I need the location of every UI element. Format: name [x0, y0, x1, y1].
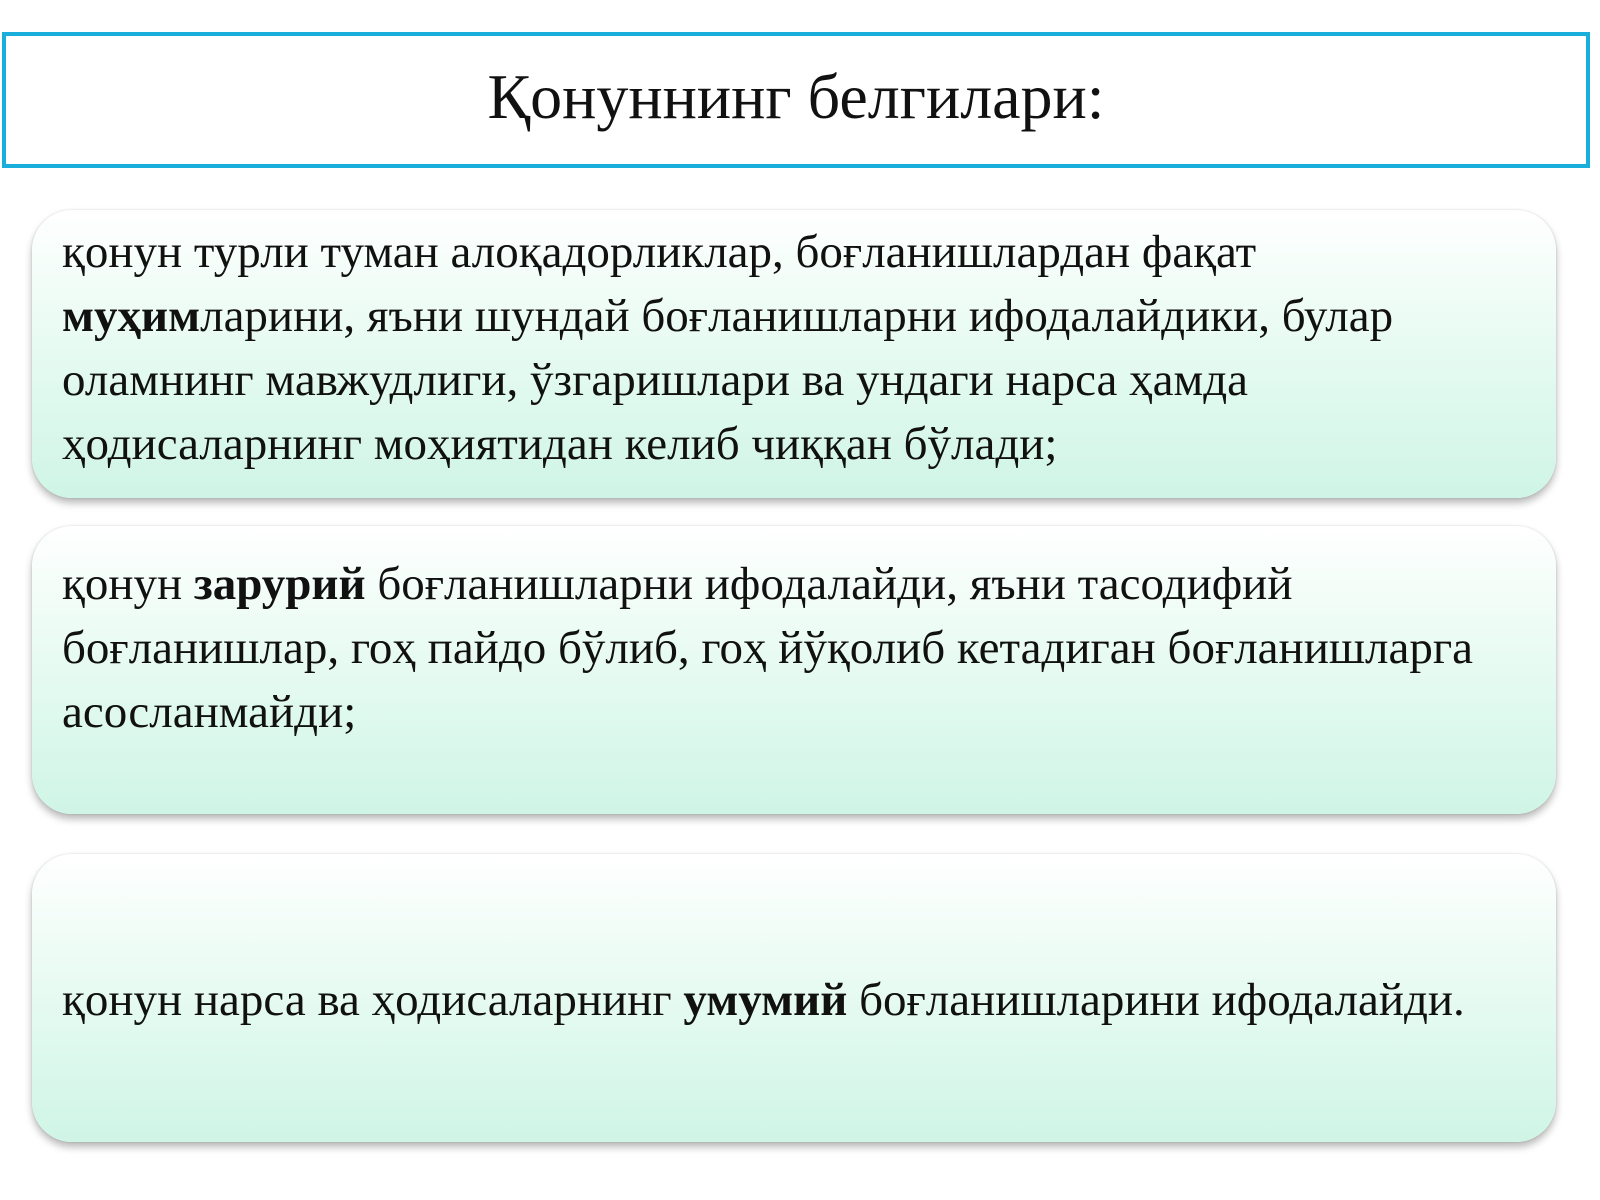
slide-title: Қонуннинг белгилари:	[487, 61, 1105, 132]
card-text	[62, 968, 1465, 1032]
card-keyword: умумий	[683, 974, 848, 1026]
card-text-after: боғланишларини ифодалайди.	[847, 974, 1465, 1026]
card-keyword: муҳим	[62, 290, 201, 342]
card-keyword: зарурий	[193, 558, 366, 610]
card-text	[62, 552, 1516, 744]
feature-card-2	[32, 526, 1556, 814]
card-text-before: қонун	[62, 558, 194, 610]
title-box	[2, 32, 1590, 168]
card-text-before: қонун турли туман алоқадорликлар, боғланишлардан фақат	[62, 226, 1257, 278]
feature-card-1	[32, 210, 1556, 498]
card-text	[62, 220, 1516, 476]
card-text-after: ларини, яъни шундай боғланишларни ифодалайдики, булар оламнинг мавжудлиги, ўзгаришлари ва ундаги нарса ҳамда ҳодисаларнинг моҳиятидан келиб чиққан бўлади;	[62, 290, 1394, 470]
card-text-after: боғланишларни ифодалайди, яъни тасодифий боғланишлар, гоҳ пайдо бўлиб, гоҳ йўқолиб кетадиган боғланишларга асосланмайди;	[62, 558, 1473, 738]
feature-card-3	[32, 854, 1556, 1142]
card-text-before: қонун нарса ва ҳодисаларнинг	[62, 974, 684, 1026]
